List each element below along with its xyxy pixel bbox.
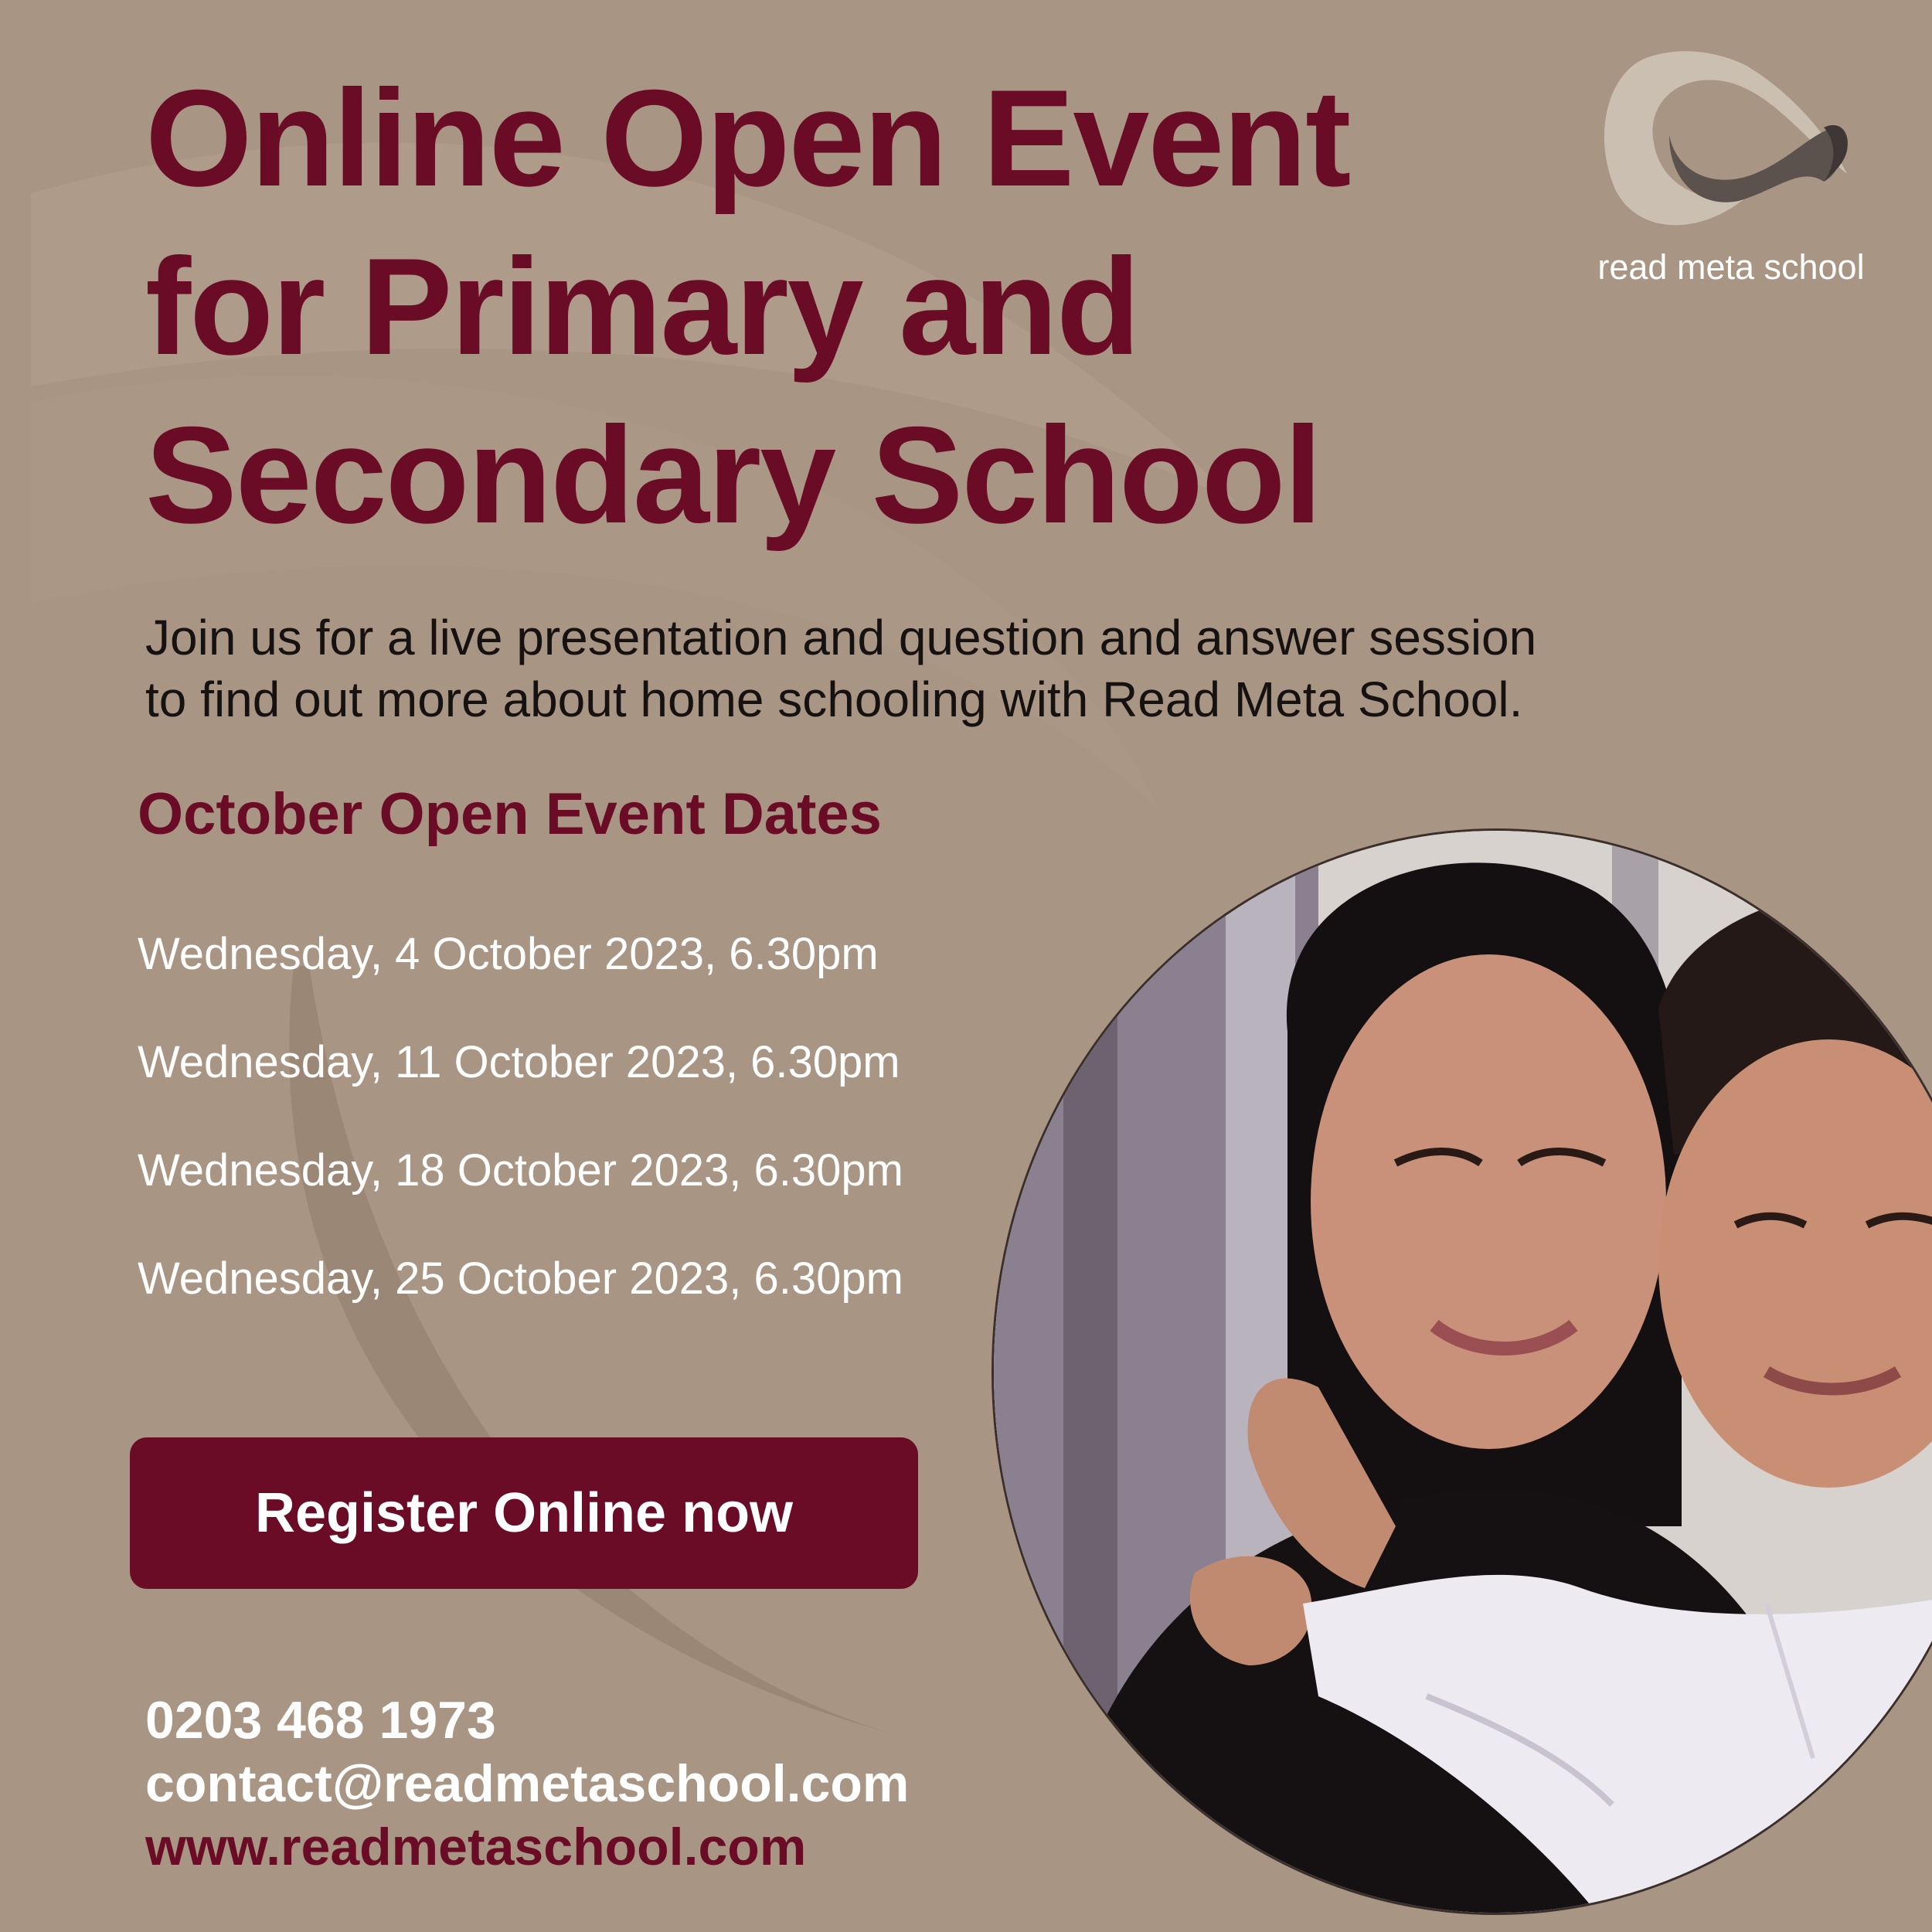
event-headline [145, 54, 1536, 560]
headline-line-1: Online Open Event [145, 61, 1350, 215]
school-logo [1569, 43, 1893, 298]
event-date-list [138, 927, 903, 1360]
event-date-item: Wednesday, 4 October 2023, 6.30pm [138, 929, 879, 979]
event-date-item: Wednesday, 18 October 2023, 6.30pm [138, 1145, 903, 1196]
headline-line-3: Secondary School [145, 398, 1321, 552]
contact-website[interactable]: www.readmetaschool.com [145, 1818, 807, 1876]
register-online-button[interactable]: Register Online now [130, 1437, 918, 1589]
read-meta-school-logo-icon [1592, 43, 1870, 243]
dates-heading: October Open Event Dates [138, 781, 882, 847]
contact-email[interactable]: contact@readmetaschool.com [145, 1754, 910, 1813]
contact-info [145, 1689, 909, 1879]
headline-line-2: for Primary and [145, 230, 1139, 383]
event-date-item: Wednesday, 11 October 2023, 6.30pm [138, 1037, 900, 1087]
intro-text [145, 607, 1869, 730]
school-name: read meta school [1597, 247, 1865, 287]
intro-line-1: Join us for a live presentation and question and answer session [145, 610, 1537, 665]
contact-phone[interactable]: 0203 468 1973 [145, 1691, 496, 1750]
intro-line-2: to find out more about home schooling with Read Meta School. [145, 672, 1523, 727]
event-date-item: Wednesday, 25 October 2023, 6.30pm [138, 1253, 903, 1304]
